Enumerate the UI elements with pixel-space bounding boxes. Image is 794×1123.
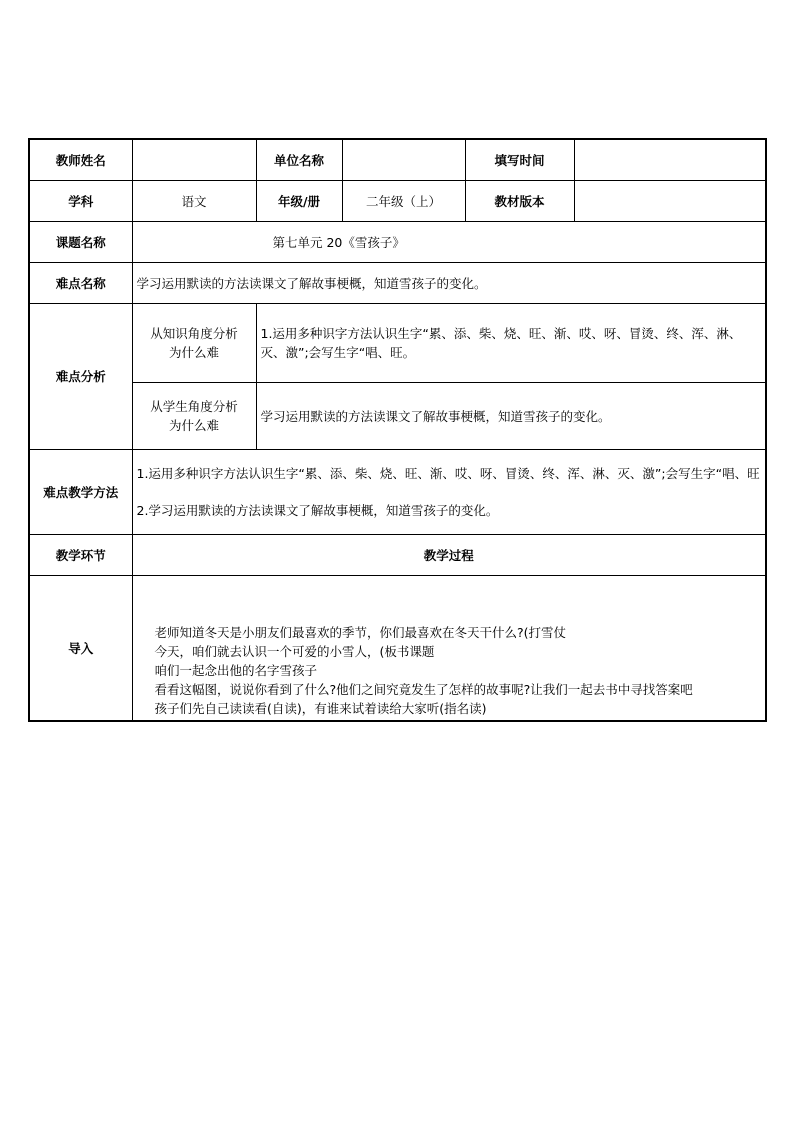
intro-line: 今天，咱们就去认识一个可爱的小雪人，(板书课题 [154, 644, 435, 659]
analysis-row-student [29, 383, 766, 450]
grade-label: 年级/册 [256, 181, 342, 222]
teacher-name-value [132, 139, 256, 181]
intro-row [29, 576, 766, 722]
subject-value: 语文 [132, 181, 256, 222]
difficulty-label: 难点名称 [29, 263, 132, 304]
knowledge-angle-label [132, 304, 256, 383]
method-spacer [137, 483, 762, 501]
intro-line: 咱们一起念出他的名字雪孩子 [154, 663, 318, 678]
process-header: 教学过程 [132, 535, 766, 576]
process-header-row [29, 535, 766, 576]
analysis-row-knowledge [29, 304, 766, 383]
topic-label: 课题名称 [29, 222, 132, 263]
intro-line: 孩子们先自己读读看(自读)，有谁来试着读给大家听(指名读) [154, 701, 487, 716]
student-angle-label [132, 383, 256, 450]
topic-value: 第七单元 20《雪孩子》 [132, 222, 766, 263]
student-angle-value: 学习运用默读的方法读课文了解故事梗概，知道雪孩子的变化。 [256, 383, 766, 450]
student-angle-line-2: 为什么难 [168, 418, 219, 433]
fill-date-label: 填写时间 [465, 139, 574, 181]
info-row-2 [29, 181, 766, 222]
info-row-1 [29, 139, 766, 181]
knowledge-angle-line-1: 从知识角度分析 [150, 326, 238, 341]
lesson-plan-table [28, 138, 767, 722]
difficulty-value: 学习运用默读的方法读课文了解故事梗概，知道雪孩子的变化。 [132, 263, 766, 304]
topic-row [29, 222, 766, 263]
textbook-label: 教材版本 [465, 181, 574, 222]
stage-header: 教学环节 [29, 535, 132, 576]
method-label: 难点教学方法 [29, 450, 132, 535]
method-value [132, 450, 766, 535]
grade-value: 二年级（上） [342, 181, 465, 222]
student-angle-line-1: 从学生角度分析 [150, 399, 238, 414]
intro-content [132, 576, 766, 722]
method-line-2: 2.学习运用默读的方法读课文了解故事梗概，知道雪孩子的变化。 [136, 503, 499, 518]
fill-date-value [574, 139, 766, 181]
unit-name-label: 单位名称 [256, 139, 342, 181]
teacher-name-label: 教师姓名 [29, 139, 132, 181]
knowledge-angle-line-2: 为什么难 [168, 345, 219, 360]
method-row [29, 450, 766, 535]
textbook-value [574, 181, 766, 222]
method-line-1: 1.运用多种识字方法认识生字“累、添、柴、烧、旺、渐、哎、呀、冒烫、终、浑、淋、灭、激”;会写生字“唱、旺 [136, 466, 760, 481]
analysis-label: 难点分析 [29, 304, 132, 450]
knowledge-angle-value: 1.运用多种识字方法认识生字“累、添、柴、烧、旺、渐、哎、呀、冒烫、终、浑、淋、灭、激”;会写生字“唱、旺。 [256, 304, 766, 383]
subject-label: 学科 [29, 181, 132, 222]
unit-name-value [342, 139, 465, 181]
difficulty-row [29, 263, 766, 304]
intro-line: 老师知道冬天是小朋友们最喜欢的季节，你们最喜欢在冬天干什么?(打雪仗 [154, 625, 567, 640]
intro-line: 看看这幅图，说说你看到了什么?他们之间究竟发生了怎样的故事呢?让我们一起去书中寻找答案吧 [154, 682, 693, 697]
intro-label: 导入 [29, 576, 132, 722]
